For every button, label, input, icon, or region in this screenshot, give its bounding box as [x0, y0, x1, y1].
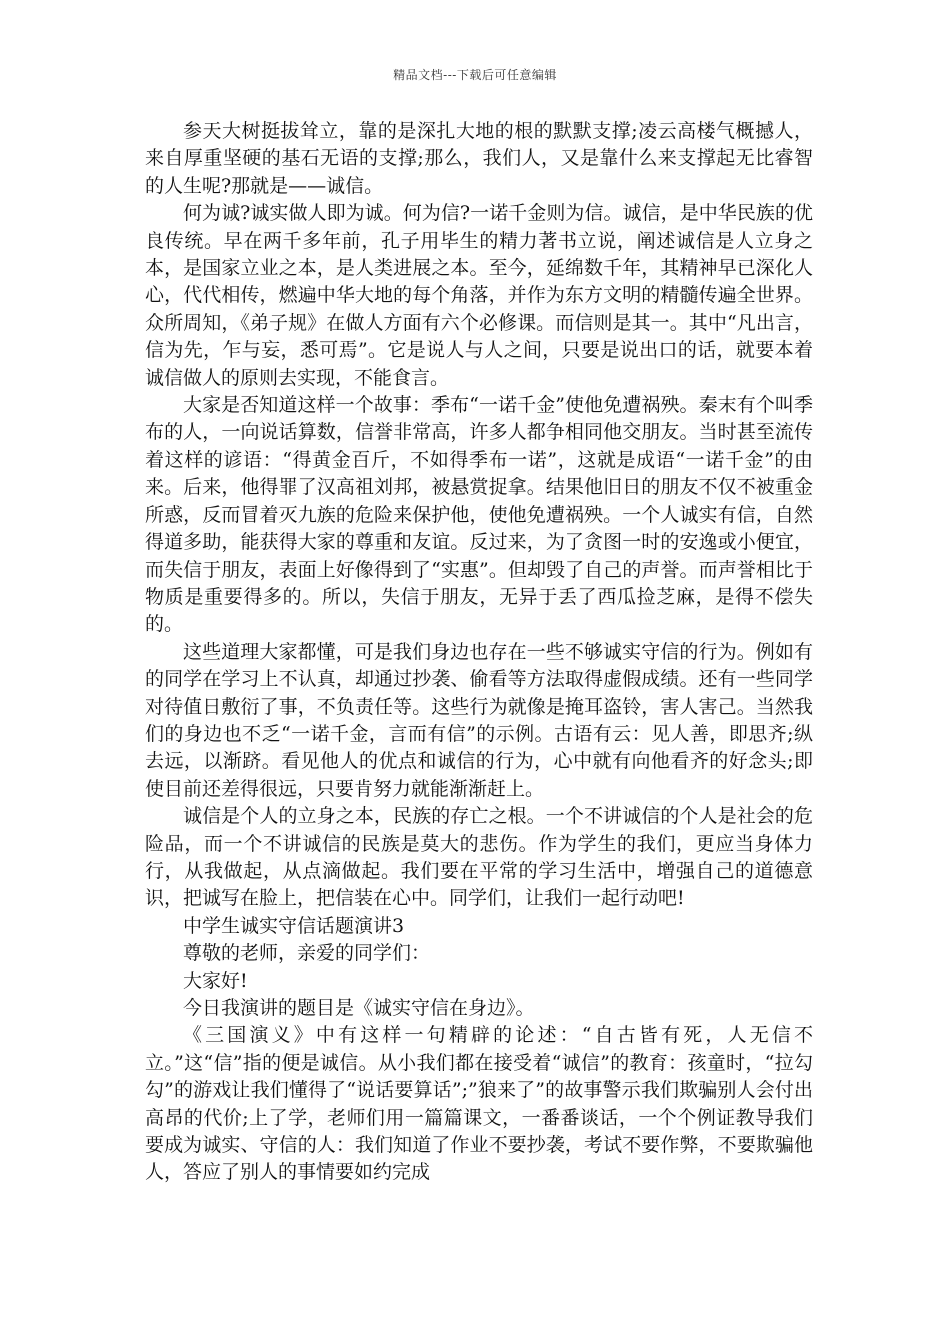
paragraph: 诚信是个人的立身之本，民族的存亡之根。一个不讲诚信的个人是社会的危险品，而一个不讲诚信的民族是莫大的悲伤。作为学生的我们，更应当身体力行，从我做起，从点滴做起。我们要在平常的学习生活中，增强自己的道德意识，把诚写在脸上，把信装在心中。同学们，让我们一起行动吧! — [145, 805, 813, 910]
document-body — [145, 118, 813, 1187]
paragraph: 何为诚?诚实做人即为诚。何为信?一诺千金则为信。诚信，是中华民族的优良传统。早在两千多年前，孔子用毕生的精力著书立说，阐述诚信是人立身之本，是国家立业之本，是人类进展之本。至今，延绵数千年，其精神早已深化人心，代代相传，燃遍中华大地的每个角落，并作为东方文明的精髓传遍全世界。众所周知，《弟子规》在做人方面有六个必修课。而信则是其一。其中“凡出言，信为先，乍与妄，悉可焉”。它是说人与人之间，只要是说出口的话，就要本着诚信做人的原则去实现，不能食言。 — [145, 202, 813, 389]
paragraph: 参天大树挺拔耸立，靠的是深扎大地的根的默默支撑;凌云高楼气概撼人，来自厚重坚硬的基石无语的支撑;那么，我们人，又是靠什么来支撑起无比睿智的人生呢?那就是——诚信。 — [145, 120, 813, 197]
section-title: 中学生诚实守信话题演讲3 — [183, 914, 405, 937]
paragraph: 大家是否知道这样一个故事：季布“一诺千金”使他免遭祸殃。秦末有个叫季布的人，一向说话算数，信誉非常高，许多人都争相同他交朋友。当时甚至流传着这样的谚语：“得黄金百斤，不如得季布一诺”，这就是成语“一诺千金”的由来。后来，他得罪了汉高祖刘邦，被悬赏捉拿。结果他旧日的朋友不仅不被重金所惑，反而冒着灭九族的危险来保护他，使他免遭祸殃。一个人诚实有信，自然得道多助，能获得大家的尊重和友谊。反过来，为了贪图一时的安逸或小便宜，而失信于朋友，表面上好像得到了“实惠”。但却毁了自己的声誉。而声誉相比于物质是重要得多的。所以，失信于朋友，无异于丢了西瓜捡芝麻，是得不偿失的。 — [145, 394, 813, 636]
page-header: 精品文档---下载后可任意编辑 — [393, 68, 557, 82]
paragraph: 今日我演讲的题目是《诚实守信在身边》。 — [183, 997, 535, 1019]
salutation: 尊敬的老师，亲爱的同学们： — [183, 942, 431, 965]
greeting: 大家好! — [183, 969, 248, 992]
paragraph: 《三国演义》中有这样一句精辟的论述：“自古皆有死，人无信不立。”这“信”指的便是诚信。从小我们都在接受着“诚信”的教育：孩童时，“拉勾勾”的游戏让我们懂得了“说话要算话”;”狼来了”的故事警示我们欺骗别人会付出高昂的代价;上了学，老师们用一篇篇课文，一番番谈话，一个个例证教导我们要成为诚实、守信的人：我们知道了作业不要抄袭，考试不要作弊，不要欺骗他人，答应了别人的事情要如约完成 — [145, 1024, 813, 1184]
paragraph: 这些道理大家都懂，可是我们身边也存在一些不够诚实守信的行为。例如有的同学在学习上不认真，却通过抄袭、偷看等方法取得虚假成绩。还有一些同学对待值日敷衍了事，不负责任等。这些行为就像是掩耳盗铃，害人害己。当然我们的身边也不乏“一诺千金，言而有信”的示例。古语有云：见人善，即思齐;纵去远，以渐跻。看见他人的优点和诚信的行为，心中就有向他看齐的好念头;即使目前还差得很远，只要肯努力就能渐渐赶上。 — [145, 640, 813, 800]
